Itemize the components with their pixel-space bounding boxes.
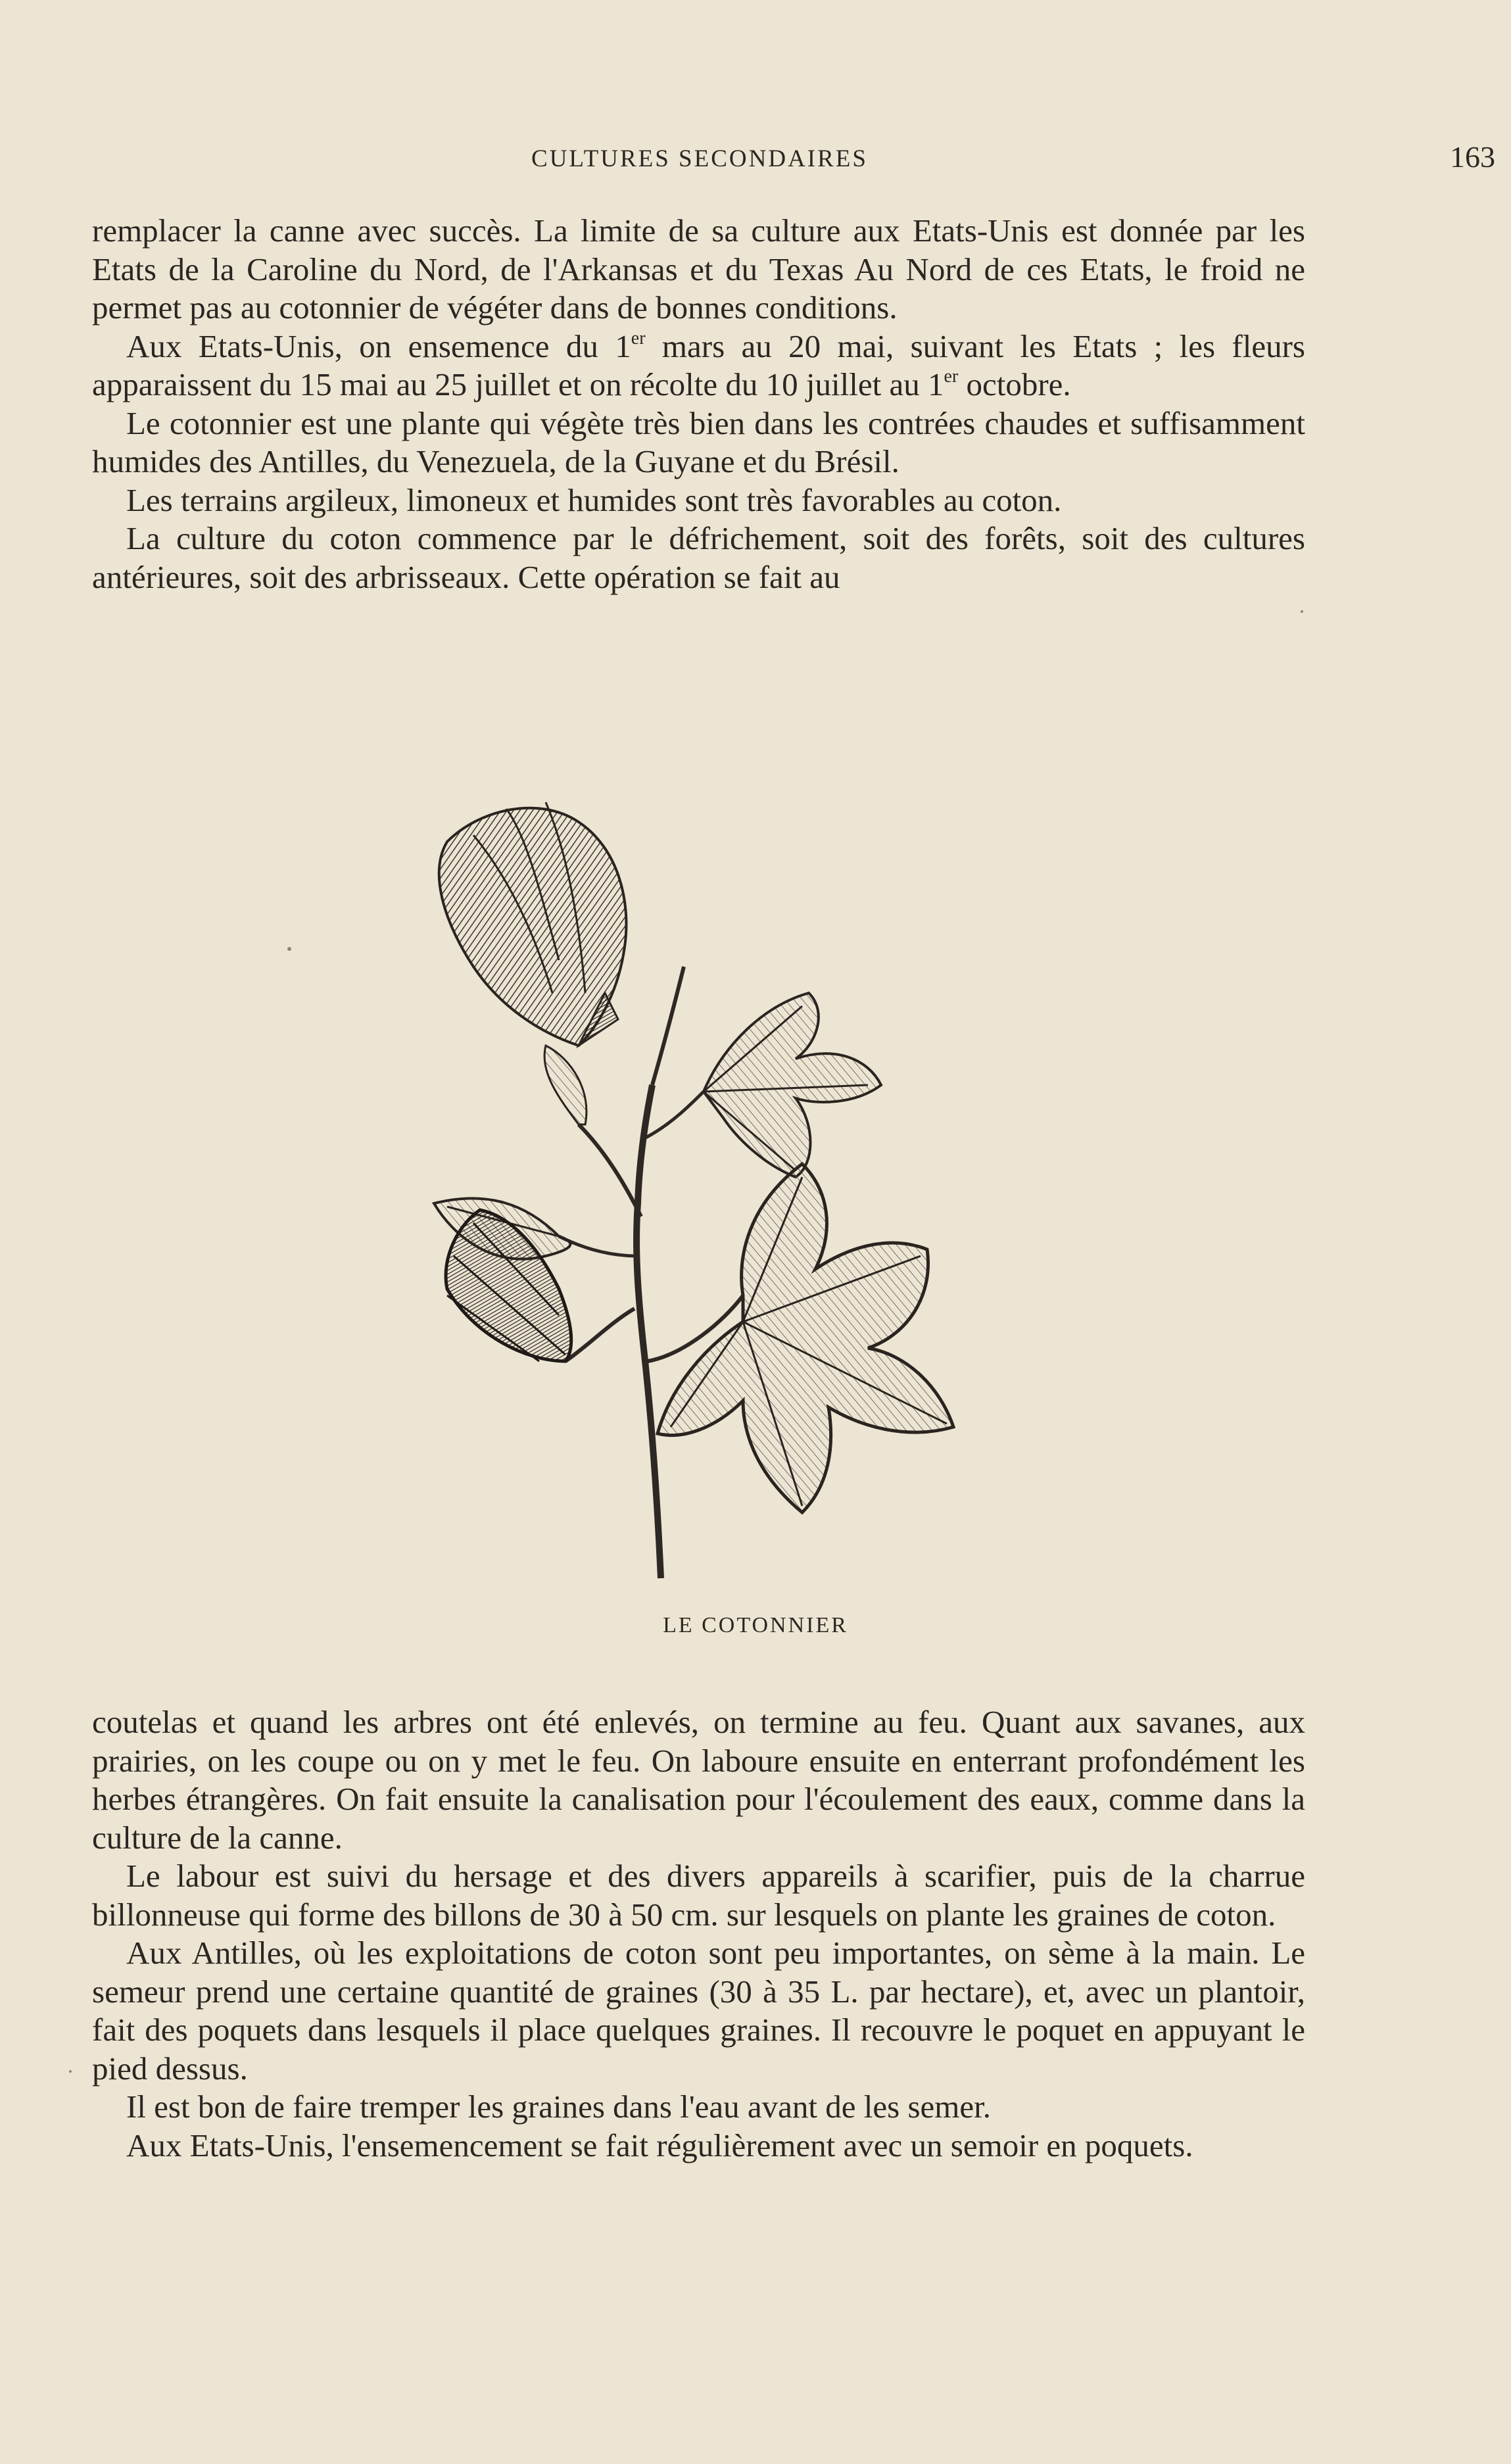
leaf-upper-right xyxy=(704,993,881,1177)
paragraph: coutelas et quand les arbres ont été enlevés, on termine au feu. Quant aux savanes, aux prairies, on les coupe ou on y met le feu. On laboure ensuite en enterrant profondément les herbes étrangères. On fait ensuite la canalisation pour l'écoulement des eaux, comme dans la culture de la canne. xyxy=(92,1704,1305,1856)
paragraph: Le cotonnier est une plante qui végète très bien dans les contrées chaudes et suffisamment humides des Antilles, du Venezuela, de la Guyane et du Brésil. xyxy=(92,404,1305,479)
superscript: er xyxy=(631,327,646,349)
text-block-top xyxy=(92,212,1305,596)
paper-speck xyxy=(1301,610,1303,613)
cotton-boll-top xyxy=(439,802,627,1046)
paragraph: Les terrains argileux, limoneux et humides sont très favorables au coton. xyxy=(126,481,1062,518)
figure-caption: LE COTONNIER xyxy=(663,1613,848,1637)
cotton-plant-illustration xyxy=(408,796,999,1598)
paragraph: remplacer la canne avec succès. La limite de sa culture aux Etats-Unis est donnée par les Etats de la Caroline du Nord, de l'Arkansas et du Texas Au Nord de ces Etats, le froid ne permet pas au cotonnier de végéter dans de bonnes conditions. xyxy=(92,212,1305,326)
paper-speck xyxy=(69,2070,72,2073)
paragraph: Le labour est suivi du hersage et des divers appareils à scarifier, puis de la charrue billonneuse qui forme des billons de 30 à 50 cm. sur lesquels on plante les graines de coton. xyxy=(92,1858,1305,1933)
paragraph: Aux Antilles, où les exploitations de coton sont peu importantes, on sème à la main. Le semeur prend une certaine quantité de graines (30 à 35 L. par hectare), et, avec un plantoir, fait des poquets dans lesquels il place quelques graines. Il recouvre le poquet en appuyant le pied dessus. xyxy=(92,1935,1305,2087)
paragraph: Aux Etats-Unis, on ensemence du 1er mars au 20 mai, suivant les Etats ; les fleurs apparaissent du 15 mai au 25 juillet et on récolte du 10 juillet au 1er octobre. xyxy=(92,327,1305,402)
running-title: CULTURES SECONDAIRES xyxy=(531,145,868,172)
page-number: 163 xyxy=(1450,140,1495,174)
running-head xyxy=(92,139,1495,179)
leaf-lower-right xyxy=(658,1164,953,1512)
superscript: er xyxy=(944,366,959,387)
paragraph: Il est bon de faire tremper les graines dans l'eau avant de les semer. xyxy=(126,2089,991,2125)
text-block-bottom xyxy=(92,1703,1305,2165)
paper-speck xyxy=(287,947,291,951)
stem xyxy=(636,1085,661,1578)
paragraph: Aux Etats-Unis, l'ensemencement se fait régulièrement avec un semoir en poquets. xyxy=(126,2127,1193,2163)
paragraph: La culture du coton commence par le défrichement, soit des forêts, soit des cultures antérieures, soit des arbrisseaux. Cette opération se fait au xyxy=(92,520,1305,595)
